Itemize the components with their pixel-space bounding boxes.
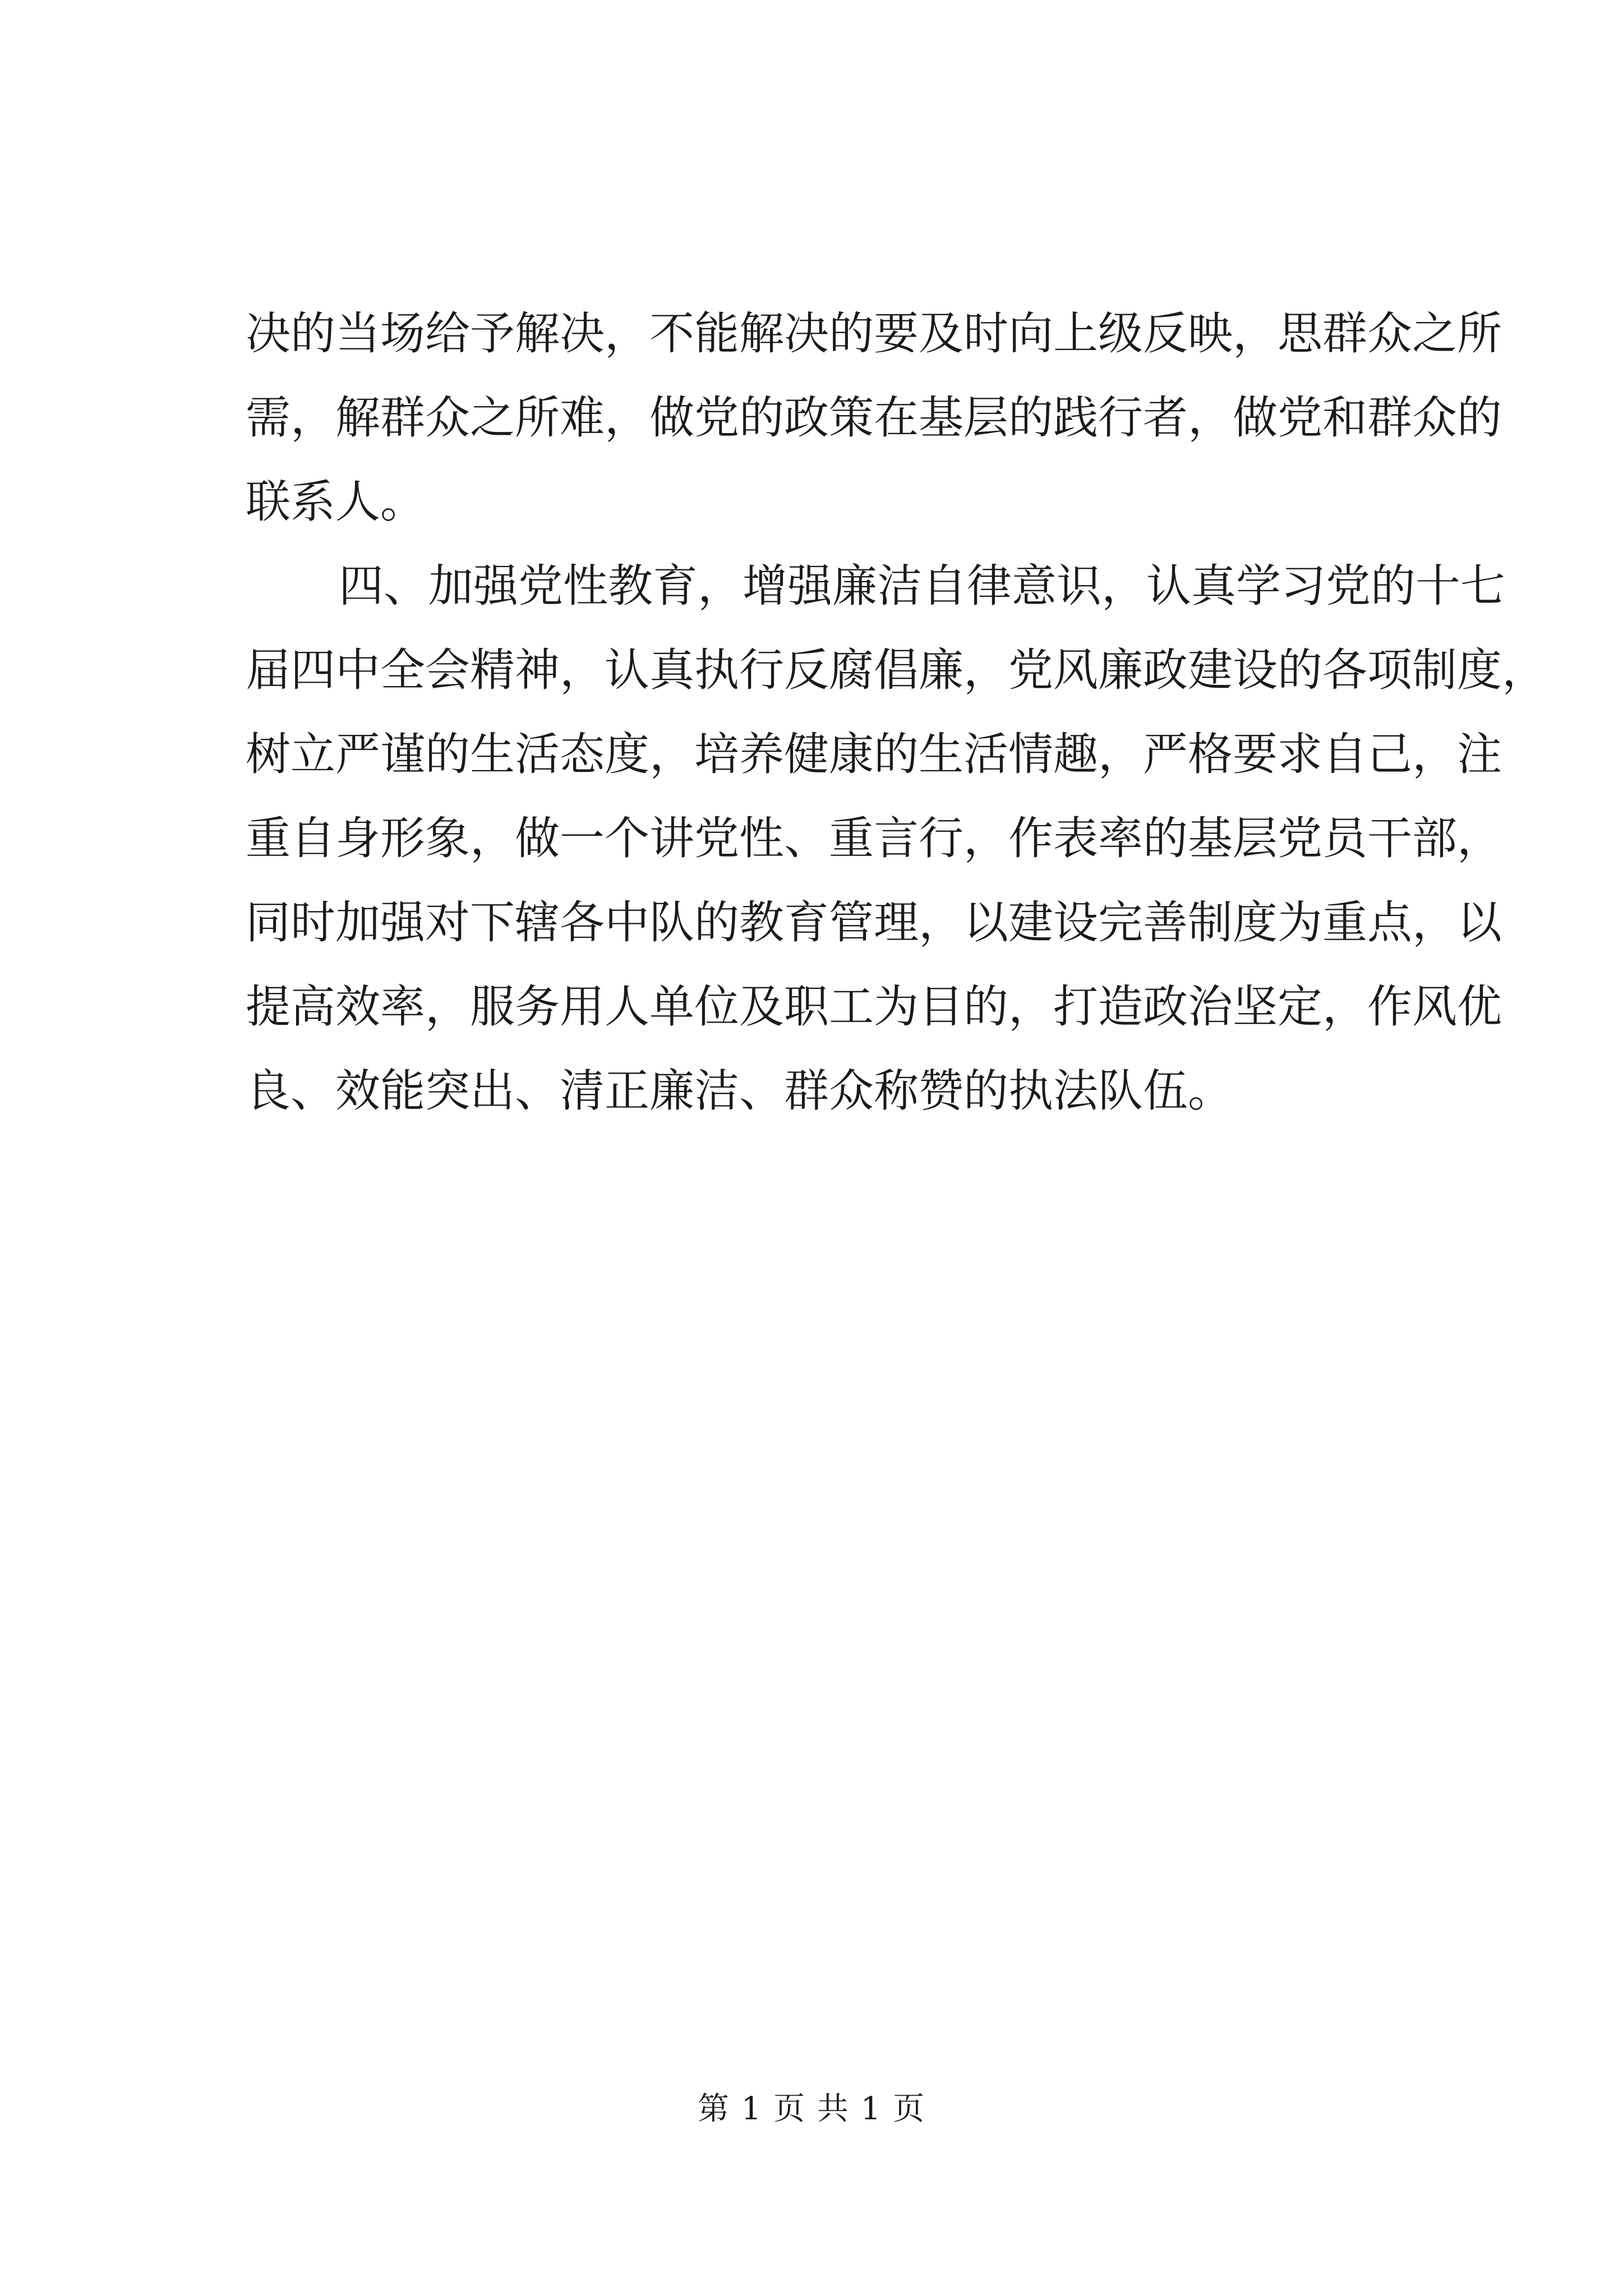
paragraph-line: 决的当场给予解决，不能解决的要及时向上级反映，思群众之所 — [246, 307, 1502, 360]
paragraph-line: 重自身形象，做一个讲党性、重言行，作表率的基层党员干部， — [246, 812, 1502, 864]
paragraph-line: 同时加强对下辖各中队的教育管理，以建设完善制度为重点，以 — [246, 896, 1502, 949]
document-body — [246, 292, 1547, 1133]
paragraph-line: 四、加强党性教育，增强廉洁自律意识，认真学习党的十七 — [339, 560, 1505, 612]
paragraph-line: 届四中全会精神，认真执行反腐倡廉，党风廉政建设的各项制度， — [246, 644, 1547, 696]
paragraph-line: 需，解群众之所难，做党的政策在基层的践行者，做党和群众的 — [246, 392, 1502, 444]
paragraph-1 — [246, 292, 1502, 544]
paragraph-2 — [246, 544, 1547, 1133]
paragraph-line: 提高效率，服务用人单位及职工为目的，打造政治坚定，作风优 — [246, 981, 1502, 1033]
paragraph-line: 良、效能突出、清正廉洁、群众称赞的执法队伍。 — [246, 1065, 1233, 1117]
paragraph-line: 树立严谨的生活态度，培养健康的生活情趣，严格要求自己，注 — [246, 728, 1502, 780]
page-number-footer: 第 1 页 共 1 页 — [697, 2091, 926, 2127]
paragraph-line: 联系人。 — [246, 476, 425, 528]
